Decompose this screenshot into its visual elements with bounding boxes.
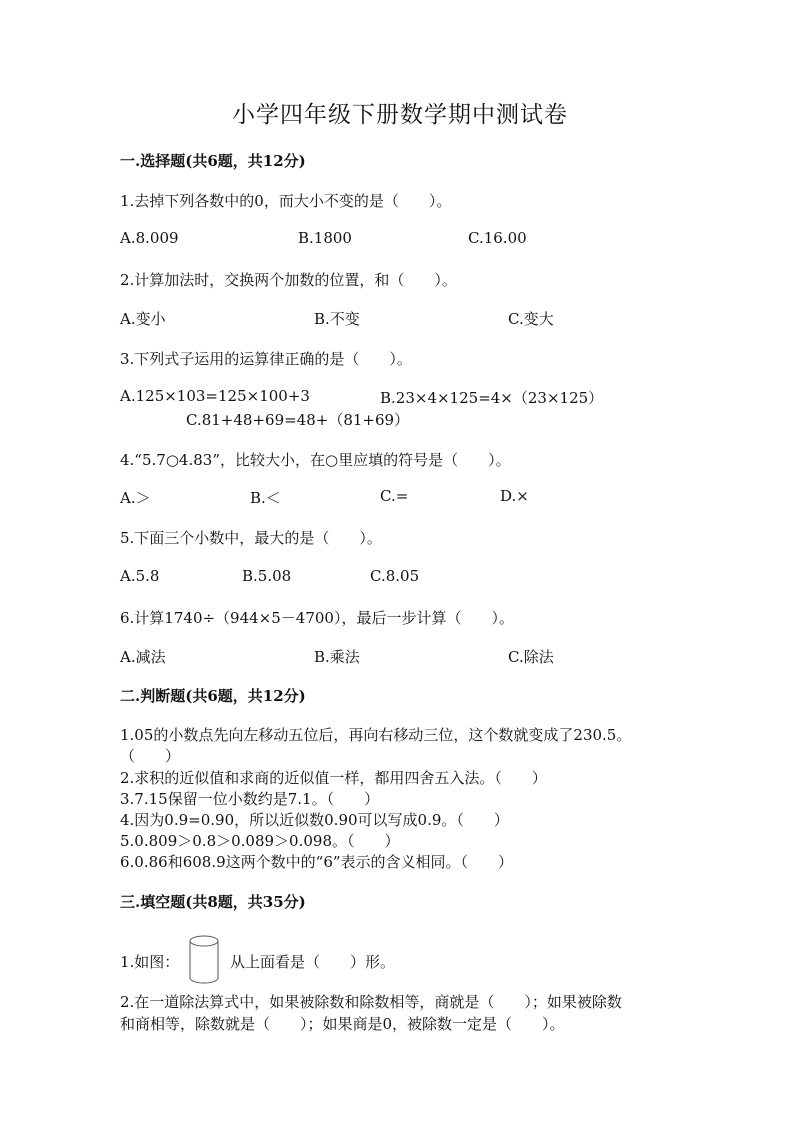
choice-2-option-a: A.变小 [120,310,166,328]
choice-question-4: 4.“5.7○4.83”，比较大小，在○里应填的符号是（ ）。 [120,451,511,469]
choice-3-option-b: B.23×4×125=4×（23×125） [380,389,604,407]
judge-question-6: 6.0.86和608.9这两个数中的“6”表示的含义相同。（ ） [120,853,514,871]
judge-question-5: 5.0.809＞0.8＞0.089＞0.098。（ ） [120,832,400,850]
choice-5-option-a: A.5.8 [120,567,160,585]
section-heading-fill: 三.填空题(共8题，共35分) [120,893,306,911]
cylinder-icon [188,935,220,985]
choice-3-option-a: A.125×103=125×100+3 [120,387,310,405]
choice-question-1: 1.去掉下列各数中的0，而大小不变的是（ ）。 [120,192,452,210]
page-title: 小学四年级下册数学期中测试卷 [232,102,568,128]
judge-question-1-blank: （ ） [120,747,181,765]
choice-1-option-b: B.1800 [298,229,352,247]
choice-4-option-a: A.＞ [120,489,151,507]
choice-question-2: 2.计算加法时，交换两个加数的位置，和（ ）。 [120,271,457,289]
choice-question-5: 5.下面三个小数中，最大的是（ ）。 [120,529,382,547]
choice-6-option-c: C.除法 [508,648,554,666]
choice-3-option-c: C.81+48+69=48+（81+69） [186,411,410,429]
choice-2-option-c: C.变大 [508,310,554,328]
judge-question-4: 4.因为0.9=0.90，所以近似数0.90可以写成0.9。（ ） [120,811,509,829]
judge-question-2: 2.求积的近似值和求商的近似值一样，都用四舍五入法。（ ） [120,769,547,787]
fill-question-2-line-2: 和商相等，除数就是（ ）；如果商是0，被除数一定是（ ）。 [120,1015,565,1033]
choice-question-3: 3.下列式子运用的运算律正确的是（ ）。 [120,350,412,368]
choice-6-option-a: A.减法 [120,648,166,666]
fill-question-2-line-1: 2.在一道除法算式中，如果被除数和除数相等，商就是（ ）；如果被除数 [120,993,622,1011]
fill-question-1-suffix: 从上面看是（ ）形。 [230,953,396,971]
choice-1-option-a: A.8.009 [120,229,179,247]
section-heading-choice: 一.选择题(共6题，共12分) [120,152,306,170]
fill-question-1-prefix: 1.如图： [120,953,180,971]
judge-question-1: 1.05的小数点先向左移动五位后，再向右移动三位，这个数就变成了230.5。 [120,726,632,744]
choice-2-option-b: B.不变 [314,310,360,328]
choice-5-option-c: C.8.05 [370,567,420,585]
choice-4-option-d: D.× [500,487,529,505]
choice-6-option-b: B.乘法 [314,648,360,666]
choice-1-option-c: C.16.00 [468,229,527,247]
choice-4-option-b: B.＜ [250,489,281,507]
choice-4-option-c: C.= [380,487,409,505]
judge-question-3: 3.7.15保留一位小数约是7.1。（ ） [120,790,380,808]
section-heading-judge: 二.判断题(共6题，共12分) [120,687,306,705]
choice-question-6: 6.计算1740÷（944×5－4700），最后一步计算（ ）。 [120,609,514,627]
choice-5-option-b: B.5.08 [242,567,292,585]
